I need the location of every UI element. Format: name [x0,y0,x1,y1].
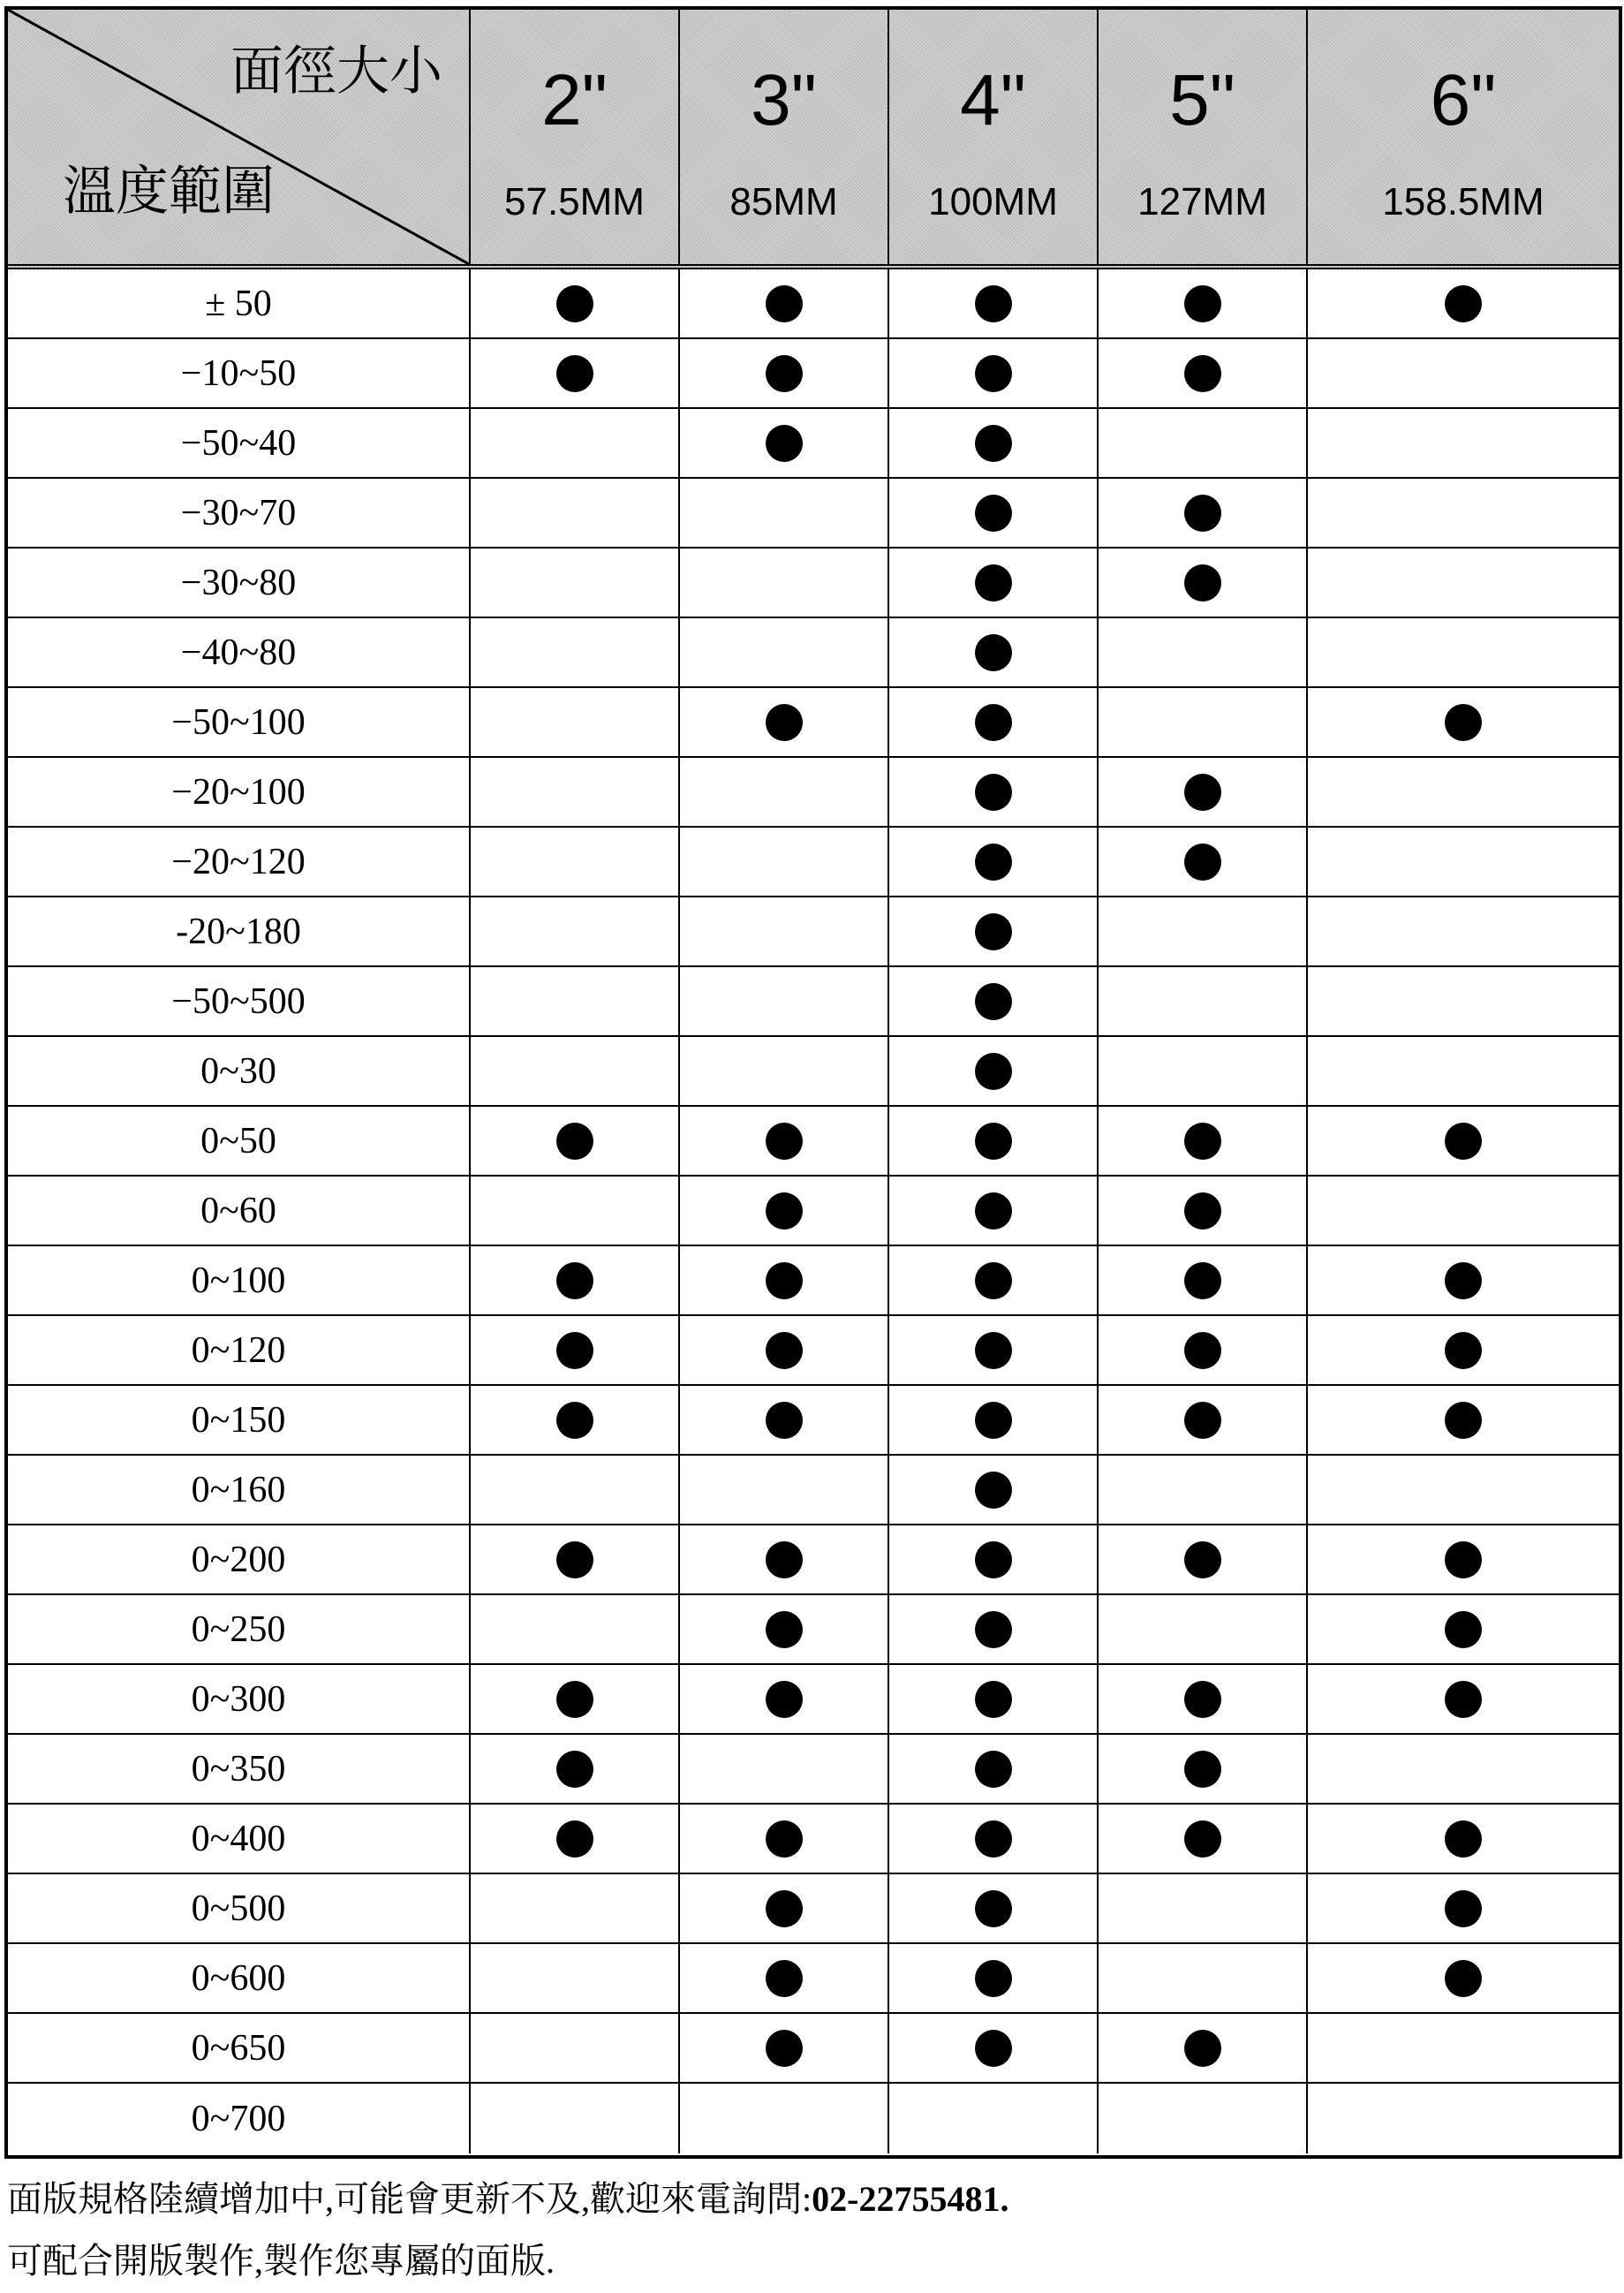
table-row [8,1177,1619,1246]
availability-cell [888,1944,1097,2012]
availability-cell [1097,1805,1306,1873]
available-dot-icon [1184,1820,1221,1858]
availability-cell [469,1037,678,1105]
availability-cell [1306,549,1619,617]
available-dot-icon [1184,1332,1221,1369]
size-column-header [469,10,678,264]
available-dot-icon [1445,1960,1482,1997]
table-row [8,1456,1619,1525]
available-dot-icon [1184,1192,1221,1230]
available-dot-icon [766,1541,803,1578]
availability-cell [1306,1316,1619,1384]
footer-note-1-text: 面版規格陸續增加中,可能會更新不及,歡迎來電詢問: [7,2179,812,2219]
available-dot-icon [556,1332,593,1369]
available-dot-icon [766,1192,803,1230]
availability-cell [678,1386,888,1454]
available-dot-icon [975,774,1012,811]
available-dot-icon [975,355,1012,392]
range-cell: 0~700 [191,2098,286,2139]
available-dot-icon [1445,285,1482,322]
range-cell: 0~350 [191,1748,286,1790]
table-row [8,1595,1619,1665]
available-dot-icon [975,1960,1012,1997]
availability-cell [888,967,1097,1035]
availability-cell [469,1805,678,1873]
availability-cell [678,1246,888,1314]
table-row [8,2084,1619,2153]
availability-cell [469,2084,678,2153]
dial-size-label: 面徑大小 [230,41,442,102]
availability-cell [888,1805,1097,1873]
availability-cell [888,1525,1097,1593]
availability-cell [1306,269,1619,337]
available-dot-icon [766,704,803,741]
available-dot-icon [1184,1123,1221,1160]
availability-cell [469,828,678,896]
size-inch: 3" [751,60,817,140]
availability-cell [1306,1107,1619,1175]
availability-cell [1097,1177,1306,1245]
availability-cell [469,269,678,337]
availability-cell [1097,618,1306,686]
available-dot-icon [766,1402,803,1439]
available-dot-icon [556,355,593,392]
availability-cell [469,479,678,547]
availability-cell [1097,479,1306,547]
available-dot-icon [1184,355,1221,392]
range-cell: 0~50 [200,1120,276,1162]
size-mm: 85MM [729,180,838,223]
availability-cell [469,1595,678,1663]
availability-cell [888,1177,1097,1245]
availability-cell [1306,1944,1619,2012]
availability-cell [678,2084,888,2153]
spec-table [4,6,1622,2159]
availability-cell [1097,1525,1306,1593]
table-row [8,1037,1619,1107]
range-cell: 0~400 [191,1818,286,1859]
range-cell: 0~250 [191,1608,286,1650]
availability-cell [888,269,1097,337]
available-dot-icon [1184,495,1221,532]
availability-cell [1097,1595,1306,1663]
table-row [8,1107,1619,1177]
availability-cell [888,479,1097,547]
available-dot-icon [766,1123,803,1160]
size-column-header [678,10,888,264]
availability-cell [1306,897,1619,965]
range-cell: −20~100 [171,771,306,813]
range-cell: −50~500 [171,980,306,1022]
availability-cell [1097,1246,1306,1314]
availability-cell [888,688,1097,756]
available-dot-icon [556,1820,593,1858]
availability-cell [888,1735,1097,1803]
size-column-header [1306,10,1619,264]
available-dot-icon [975,1681,1012,1718]
available-dot-icon [975,1751,1012,1788]
availability-cell [1306,618,1619,686]
availability-cell [1306,1805,1619,1873]
table-row [8,618,1619,688]
available-dot-icon [766,1960,803,1997]
availability-cell [678,1595,888,1663]
availability-cell [469,1246,678,1314]
size-inch: 6" [1430,60,1497,140]
range-cell: −10~50 [180,352,297,394]
availability-cell [678,409,888,477]
range-cell: −30~80 [180,562,297,603]
available-dot-icon [975,1541,1012,1578]
availability-cell [1306,1177,1619,1245]
available-dot-icon [1184,1751,1221,1788]
table-row [8,549,1619,618]
size-inch: 4" [960,60,1026,140]
availability-cell [1097,2084,1306,2153]
available-dot-icon [556,1541,593,1578]
available-dot-icon [1445,1332,1482,1369]
available-dot-icon [975,1402,1012,1439]
availability-cell [469,1735,678,1803]
available-dot-icon [975,1123,1012,1160]
range-cell: ± 50 [205,283,272,324]
availability-cell [469,618,678,686]
availability-cell [678,967,888,1035]
available-dot-icon [975,2030,1012,2067]
range-cell: 0~300 [191,1678,286,1720]
availability-cell [888,1386,1097,1454]
corner-cell [8,10,469,264]
available-dot-icon [1445,704,1482,741]
available-dot-icon [975,495,1012,532]
availability-cell [1306,1037,1619,1105]
available-dot-icon [975,564,1012,602]
availability-cell [888,1107,1097,1175]
available-dot-icon [1184,1681,1221,1718]
range-cell: 0~160 [191,1469,286,1510]
availability-cell [888,758,1097,826]
available-dot-icon [1445,1123,1482,1160]
availability-cell [1097,758,1306,826]
available-dot-icon [766,1681,803,1718]
availability-cell [678,897,888,965]
available-dot-icon [766,1332,803,1369]
size-mm: 127MM [1137,180,1267,223]
available-dot-icon [975,285,1012,322]
available-dot-icon [975,1611,1012,1648]
availability-cell [678,618,888,686]
range-cell: −50~100 [171,701,306,743]
availability-cell [888,2084,1097,2153]
availability-cell [469,1107,678,1175]
range-cell: 0~30 [200,1050,276,1092]
availability-cell [1097,688,1306,756]
availability-cell [1097,1944,1306,2012]
availability-cell [1306,2014,1619,2082]
availability-cell [469,2014,678,2082]
table-row [8,758,1619,828]
availability-cell [888,828,1097,896]
available-dot-icon [1445,1681,1482,1718]
table-row [8,897,1619,967]
availability-cell [678,1805,888,1873]
availability-cell [1097,339,1306,407]
available-dot-icon [1184,564,1221,602]
table-row [8,1944,1619,2014]
available-dot-icon [1184,844,1221,881]
availability-cell [469,897,678,965]
table-row [8,688,1619,758]
availability-cell [1306,967,1619,1035]
availability-cell [1306,1246,1619,1314]
available-dot-icon [766,1890,803,1927]
available-dot-icon [766,2030,803,2067]
availability-cell [888,1246,1097,1314]
availability-cell [888,339,1097,407]
availability-cell [469,1177,678,1245]
available-dot-icon [1445,1890,1482,1927]
table-row [8,1316,1619,1386]
range-cell: −50~40 [180,422,297,464]
available-dot-icon [975,1192,1012,1230]
temperature-range-label: 溫度範圍 [63,161,275,223]
availability-cell [469,1456,678,1524]
footer-phone: 02-22755481. [812,2179,1009,2219]
table-row [8,269,1619,339]
table-header [8,10,1619,269]
size-inch: 2" [541,60,608,140]
availability-cell [1306,1595,1619,1663]
range-cell: 0~60 [200,1190,276,1231]
available-dot-icon [766,425,803,462]
available-dot-icon [766,1820,803,1858]
available-dot-icon [975,634,1012,671]
available-dot-icon [556,1681,593,1718]
availability-cell [1097,897,1306,965]
availability-cell [1097,1107,1306,1175]
availability-cell [678,339,888,407]
availability-cell [888,1874,1097,1942]
size-mm: 57.5MM [504,180,645,223]
availability-cell [469,967,678,1035]
available-dot-icon [1445,1820,1482,1858]
availability-cell [678,1107,888,1175]
table-row [8,479,1619,549]
availability-cell [888,1595,1097,1663]
available-dot-icon [1445,1402,1482,1439]
availability-cell [888,2014,1097,2082]
available-dot-icon [556,285,593,322]
size-column-header [1097,10,1306,264]
availability-cell [469,758,678,826]
availability-cell [1306,1665,1619,1733]
available-dot-icon [975,1890,1012,1927]
range-cell: 0~600 [191,1957,286,1999]
availability-cell [888,409,1097,477]
availability-cell [1306,1386,1619,1454]
table-row [8,2014,1619,2084]
availability-cell [678,549,888,617]
table-row [8,1386,1619,1456]
range-cell: 0~200 [191,1539,286,1580]
availability-cell [469,688,678,756]
availability-cell [1097,828,1306,896]
availability-cell [678,269,888,337]
available-dot-icon [556,1751,593,1788]
table-row [8,828,1619,897]
availability-cell [1306,1525,1619,1593]
available-dot-icon [1184,1402,1221,1439]
size-inch: 5" [1169,60,1235,140]
available-dot-icon [1184,285,1221,322]
availability-cell [1306,479,1619,547]
range-cell: 0~150 [191,1399,286,1441]
availability-cell [1097,967,1306,1035]
table-row [8,409,1619,479]
availability-cell [1097,269,1306,337]
range-cell: −20~120 [171,841,306,882]
footer-note-2: 可配合開版製作,製作您專屬的面版. [7,2241,555,2281]
availability-cell [678,688,888,756]
availability-cell [1097,1874,1306,1942]
availability-cell [678,1037,888,1105]
availability-cell [1097,1037,1306,1105]
available-dot-icon [556,1262,593,1299]
availability-cell [1306,758,1619,826]
available-dot-icon [556,1123,593,1160]
available-dot-icon [556,1402,593,1439]
availability-cell [1306,828,1619,896]
availability-cell [888,1456,1097,1524]
available-dot-icon [975,1820,1012,1858]
available-dot-icon [1445,1541,1482,1578]
available-dot-icon [975,1332,1012,1369]
table-row [8,1874,1619,1944]
available-dot-icon [975,913,1012,950]
available-dot-icon [975,1472,1012,1509]
available-dot-icon [1445,1262,1482,1299]
availability-cell [888,897,1097,965]
available-dot-icon [1445,1611,1482,1648]
available-dot-icon [1184,2030,1221,2067]
availability-cell [1097,2014,1306,2082]
availability-cell [1306,688,1619,756]
table-row [8,1665,1619,1735]
available-dot-icon [766,355,803,392]
availability-cell [1306,409,1619,477]
range-cell: 0~100 [191,1260,286,1301]
availability-cell [678,479,888,547]
size-mm: 100MM [928,180,1058,223]
available-dot-icon [766,285,803,322]
range-cell: −40~80 [180,632,297,673]
availability-cell [888,1037,1097,1105]
availability-cell [888,618,1097,686]
availability-cell [678,2014,888,2082]
availability-cell [1097,409,1306,477]
available-dot-icon [1184,774,1221,811]
available-dot-icon [766,1262,803,1299]
available-dot-icon [975,425,1012,462]
size-column-header [888,10,1097,264]
footer-note-1 [7,2171,1008,2221]
availability-cell [1306,339,1619,407]
table-row [8,1246,1619,1316]
availability-cell [469,1874,678,1942]
availability-cell [678,758,888,826]
availability-cell [1306,1456,1619,1524]
available-dot-icon [975,983,1012,1020]
availability-cell [1306,1874,1619,1942]
availability-cell [678,1874,888,1942]
availability-cell [1097,1316,1306,1384]
availability-cell [1097,1735,1306,1803]
availability-cell [469,1316,678,1384]
available-dot-icon [1184,1541,1221,1578]
range-cell: -20~180 [176,911,301,952]
range-cell: 0~500 [191,1888,286,1929]
availability-cell [469,1944,678,2012]
range-cell: 0~650 [191,2027,286,2069]
availability-cell [678,1665,888,1733]
availability-cell [888,549,1097,617]
size-mm: 158.5MM [1382,180,1545,223]
availability-cell [1097,1386,1306,1454]
table-row [8,1735,1619,1805]
table-row [8,1525,1619,1595]
table-row [8,1805,1619,1874]
availability-cell [469,549,678,617]
availability-cell [469,339,678,407]
available-dot-icon [975,704,1012,741]
availability-cell [469,1386,678,1454]
availability-cell [678,1456,888,1524]
availability-cell [469,409,678,477]
availability-cell [1097,1665,1306,1733]
availability-cell [1306,1735,1619,1803]
range-cell: −30~70 [180,492,297,534]
available-dot-icon [975,1053,1012,1090]
availability-cell [678,1316,888,1384]
available-dot-icon [1184,1262,1221,1299]
availability-cell [678,1525,888,1593]
availability-cell [678,1944,888,2012]
availability-cell [678,828,888,896]
available-dot-icon [975,844,1012,881]
table-row [8,967,1619,1037]
range-cell: 0~120 [191,1329,286,1371]
availability-cell [678,1735,888,1803]
availability-cell [469,1665,678,1733]
available-dot-icon [975,1262,1012,1299]
availability-cell [469,1525,678,1593]
table-row [8,339,1619,409]
availability-cell [1097,549,1306,617]
availability-cell [1306,2084,1619,2153]
availability-cell [1097,1456,1306,1524]
availability-cell [678,1177,888,1245]
available-dot-icon [766,1611,803,1648]
availability-cell [888,1665,1097,1733]
availability-cell [888,1316,1097,1384]
